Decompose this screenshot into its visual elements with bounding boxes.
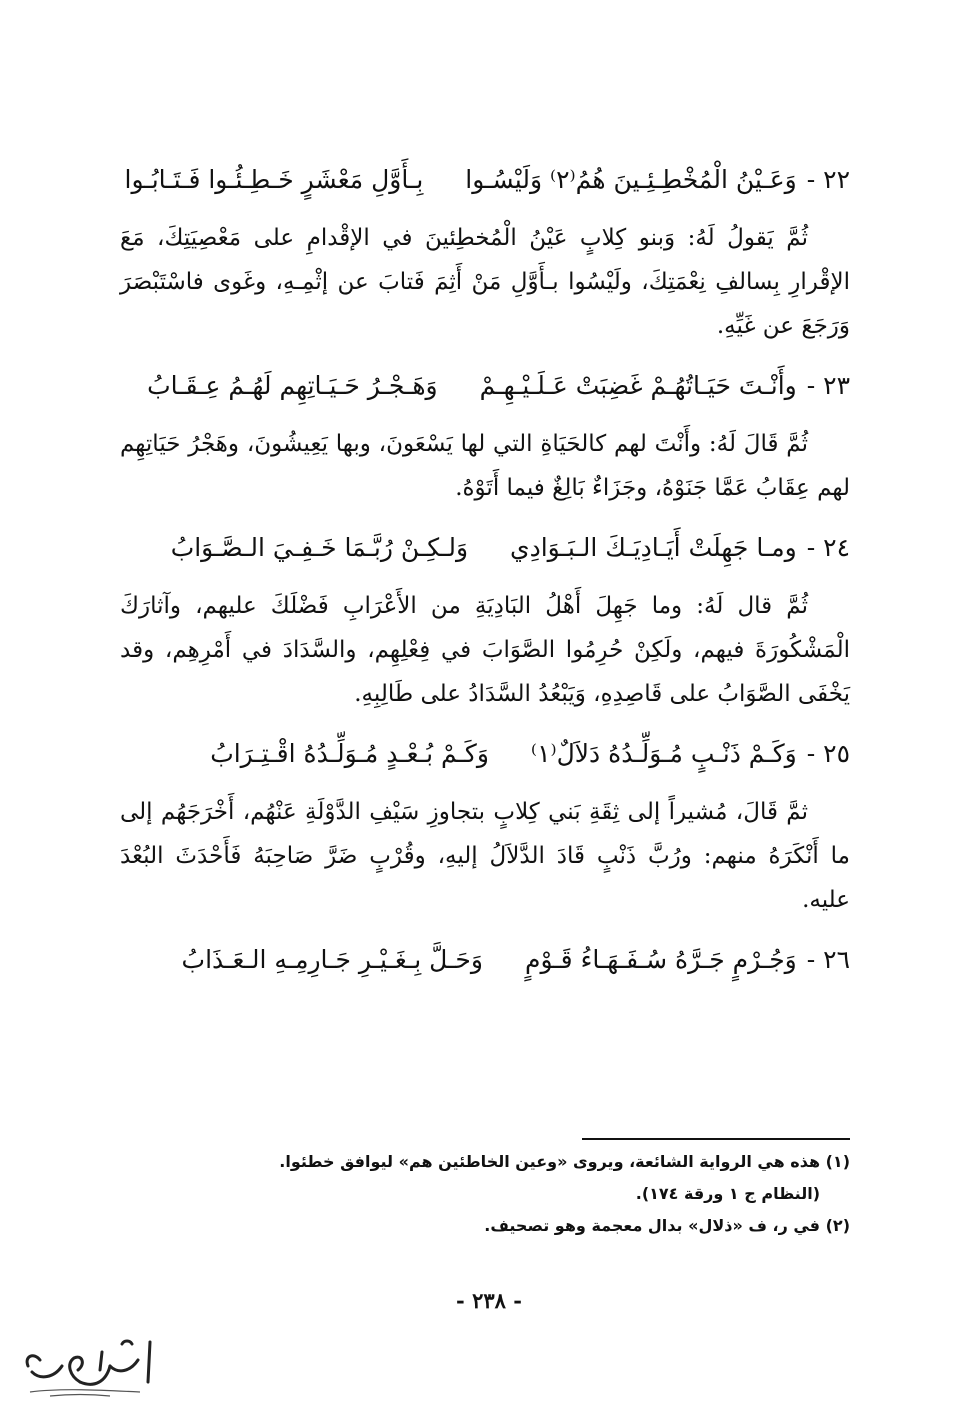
- verse-first-hemistich: ومـا جَهِلَتْ أَيَـادِيَـكَ الـبَـوَادِي: [510, 533, 797, 562]
- footnote-1-source: (النظام ج ١ ورقة ١٧٤).: [635, 1184, 820, 1203]
- verse-second-hemistich: وَهَـجْـرُ حَـيَـاتِهِم لَهُـمُ عِـقَـابُ: [147, 371, 438, 400]
- verse-first-hemistich: وَعَـيْنُ الْمُخْطِـئِـينَ هُمُ⁽٢⁾ وَلَيْسُـوا: [465, 165, 797, 194]
- commentary-paragraph: ثُمَّ قَالَ لَهُ: وأَنْتَ لهم كالحَيَاةِ التي لها يَسْعَونَ، وبها يَعِيشُونَ، وهَجْرُ حَيَاتِهِم لهم عِقَابُ عَمَّا جَنَوْهُ، وجَزَاءٌ بَالِغٌ فيما أَتَوْهُ.: [120, 431, 850, 501]
- page-body: [120, 150, 850, 982]
- verse-number: ٢٥ -: [806, 739, 850, 768]
- commentary-paragraph: ثمَّ قَالَ، مُشيراً إلى ثِقَةِ بَني كِلابٍ بتجاوزِ سَيْفِ الدَّوْلَةِ عَنْهُم، أَخْرَجَهُم إلى ما أَنْكَرَهُ منهم: ورُبَّ ذَنْبٍ قَادَ الدَّلاَلُ إليهِ، وقُرْبٍ ضَرَّ صَاحِبَهُ فَأَحْدَثَ البُعْدَ عليه.: [120, 799, 850, 913]
- footnote-2: (٢) في ر، ف «ذلال» بدال معجمة وهو تصحيف.: [484, 1216, 850, 1235]
- verse-first-hemistich: وَكَـمْ ذَنْـبٍ مُـوَلِّـدُهُ دَلاَلٌ⁽١⁾: [530, 739, 797, 768]
- verse-second-hemistich: بِـأَوَّلِ مَعْشَرٍ خَـطِـئُـوا فَـتَـابُـوا: [124, 165, 424, 194]
- verse-second-hemistich: وَكَـمْ بُـعْـدٍ مُـوَلِّـدُهُ اقْـتِـرَابُ: [210, 739, 489, 768]
- verse-first-hemistich: وأَنْـتَ حَيَـاتُهُـمْ غَضِبَتْ عَـلَـيْـهِـمْ: [479, 371, 797, 400]
- commentary-paragraph: ثُمَّ يَقولُ لَهُ: وَبنو كِلابٍ عَيْنُ الْمُخطِئينَ في الإقْدامِ على مَعْصِيَتِكَ، مَعَ الإقْرارِ بِسالفِ نِعْمَتِكَ، ولَيْسُوا بـأَوَّلِ مَنْ أَثِمَ فَتابَ عن إثْمِـهِ، وغَوى فاسْتَبْصَرَ وَرَجَعَ عن غَيِّهِ.: [120, 225, 850, 339]
- footnotes: [120, 1138, 850, 1242]
- calligraphy-watermark-icon: [10, 1330, 160, 1402]
- verse-26: [120, 938, 850, 982]
- verse-23: [120, 364, 850, 408]
- verse-first-hemistich: وَجُـرْمٍ جَـرَّهُ سُـفَـهَـاءُ قَـوْمٍ: [524, 945, 797, 974]
- verse-number: ٢٢ -: [806, 165, 850, 194]
- verse-number: ٢٣ -: [806, 371, 850, 400]
- verse-number: ٢٦ -: [806, 945, 850, 974]
- footnote-rule: [582, 1138, 850, 1140]
- verse-25: [120, 732, 850, 776]
- verse-22: [120, 158, 850, 202]
- verse-second-hemistich: وَلـكِـنْ رُبَّـمَا خَـفِـيَ الـصَّـوَابُ: [170, 533, 469, 562]
- verse-24: [120, 526, 850, 570]
- verse-number: ٢٤ -: [806, 533, 850, 562]
- commentary-paragraph: ثُمَّ قال لَهُ: وما جَهِلَ أَهْلُ البَادِيَةِ من الأَعْرَابِ فَضْلَكَ عليهم، وآثارَكَ الْمَشْكُورَةَ فيهم، ولَكِنْ حُرِمُوا الصَّوَابَ في فِعْلِهِم، والسَّدَادَ في أَمْرِهِم، وقد يَخْفَى الصَّوَابُ على قَاصِدِهِ، وَيَبْعُدُ السَّدَادُ على طَالِبِهِ.: [120, 593, 850, 707]
- footnote-1: (١) هذه هي الرواية الشائعة، ويروى «وعين الخاطئين هم» ليوافق خطئوا.: [279, 1152, 850, 1171]
- page-number: - ٢٣٨ -: [456, 1288, 522, 1313]
- verse-second-hemistich: وَحَـلَّ بِـغَـيْـرِ جَـارِمِـهِ الـعَـذَابُ: [181, 945, 483, 974]
